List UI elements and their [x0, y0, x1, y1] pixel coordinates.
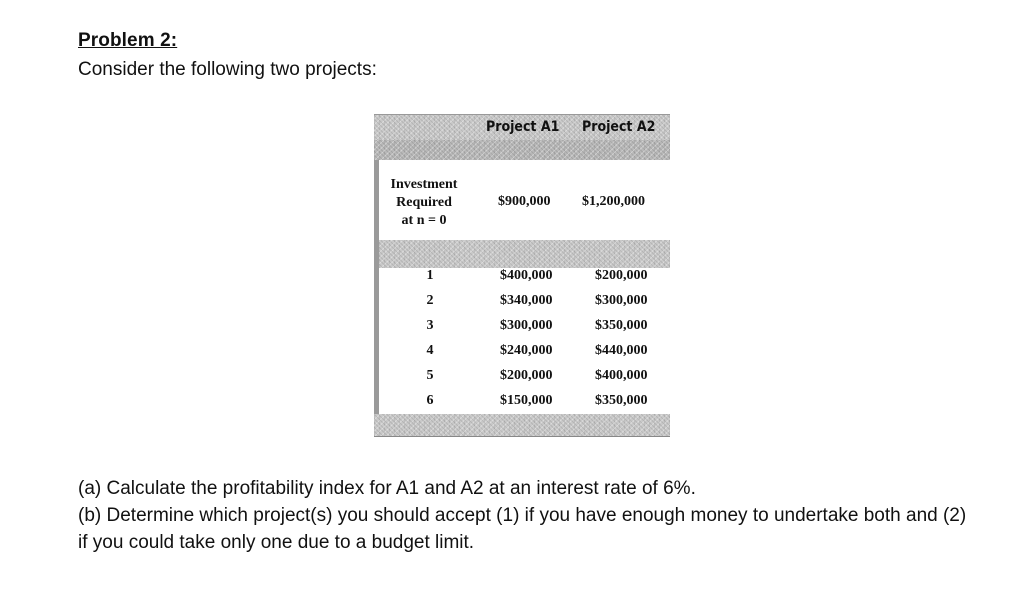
table-row — [374, 268, 670, 293]
a1-cash-flow: $240,000 — [500, 343, 553, 358]
table-row — [374, 293, 670, 318]
a2-cash-flow: $300,000 — [595, 293, 648, 308]
a1-cash-flow: $150,000 — [500, 393, 553, 408]
question-b: (b) Determine which project(s) you should accept (1) if you have enough money to undertake both and (2) if you could take only one due to a budget limit. — [78, 505, 967, 553]
year-cell: 6 — [426, 393, 434, 408]
table-separator-band — [374, 240, 670, 268]
a2-cash-flow: $440,000 — [595, 343, 648, 358]
investment-label — [384, 176, 464, 230]
question-a: (a) Calculate the profitability index for A1 and A2 at an interest rate of 6%. — [78, 478, 696, 499]
problem-intro: Consider the following two projects: — [78, 59, 377, 80]
table-row — [374, 393, 670, 418]
investment-label-line: at n = 0 — [401, 213, 447, 228]
column-header-project-a2: Project A2 — [582, 119, 656, 135]
year-cell: 3 — [426, 318, 434, 333]
year-cell: 5 — [426, 368, 434, 383]
a2-cash-flow: $400,000 — [595, 368, 648, 383]
investment-a1: $900,000 — [498, 194, 551, 209]
problem-heading: Problem 2: — [78, 30, 178, 51]
a1-cash-flow: $300,000 — [500, 318, 553, 333]
investment-label-line: Required — [396, 195, 452, 210]
table-row — [374, 343, 670, 368]
a1-cash-flow: $400,000 — [500, 268, 553, 283]
table-row — [374, 318, 670, 343]
a2-cash-flow: $350,000 — [595, 393, 648, 408]
year-cell: 2 — [426, 293, 434, 308]
year-cell: 4 — [426, 343, 434, 358]
cash-flow-table — [374, 114, 670, 436]
investment-label-line: Investment — [390, 177, 458, 192]
a1-cash-flow: $340,000 — [500, 293, 553, 308]
column-header-project-a1: Project A1 — [486, 119, 560, 135]
investment-a2: $1,200,000 — [582, 194, 645, 209]
year-cell: 1 — [426, 268, 434, 283]
a2-cash-flow: $200,000 — [595, 268, 648, 283]
a1-cash-flow: $200,000 — [500, 368, 553, 383]
table-row — [374, 368, 670, 393]
table-header-shade — [374, 140, 670, 160]
a2-cash-flow: $350,000 — [595, 318, 648, 333]
